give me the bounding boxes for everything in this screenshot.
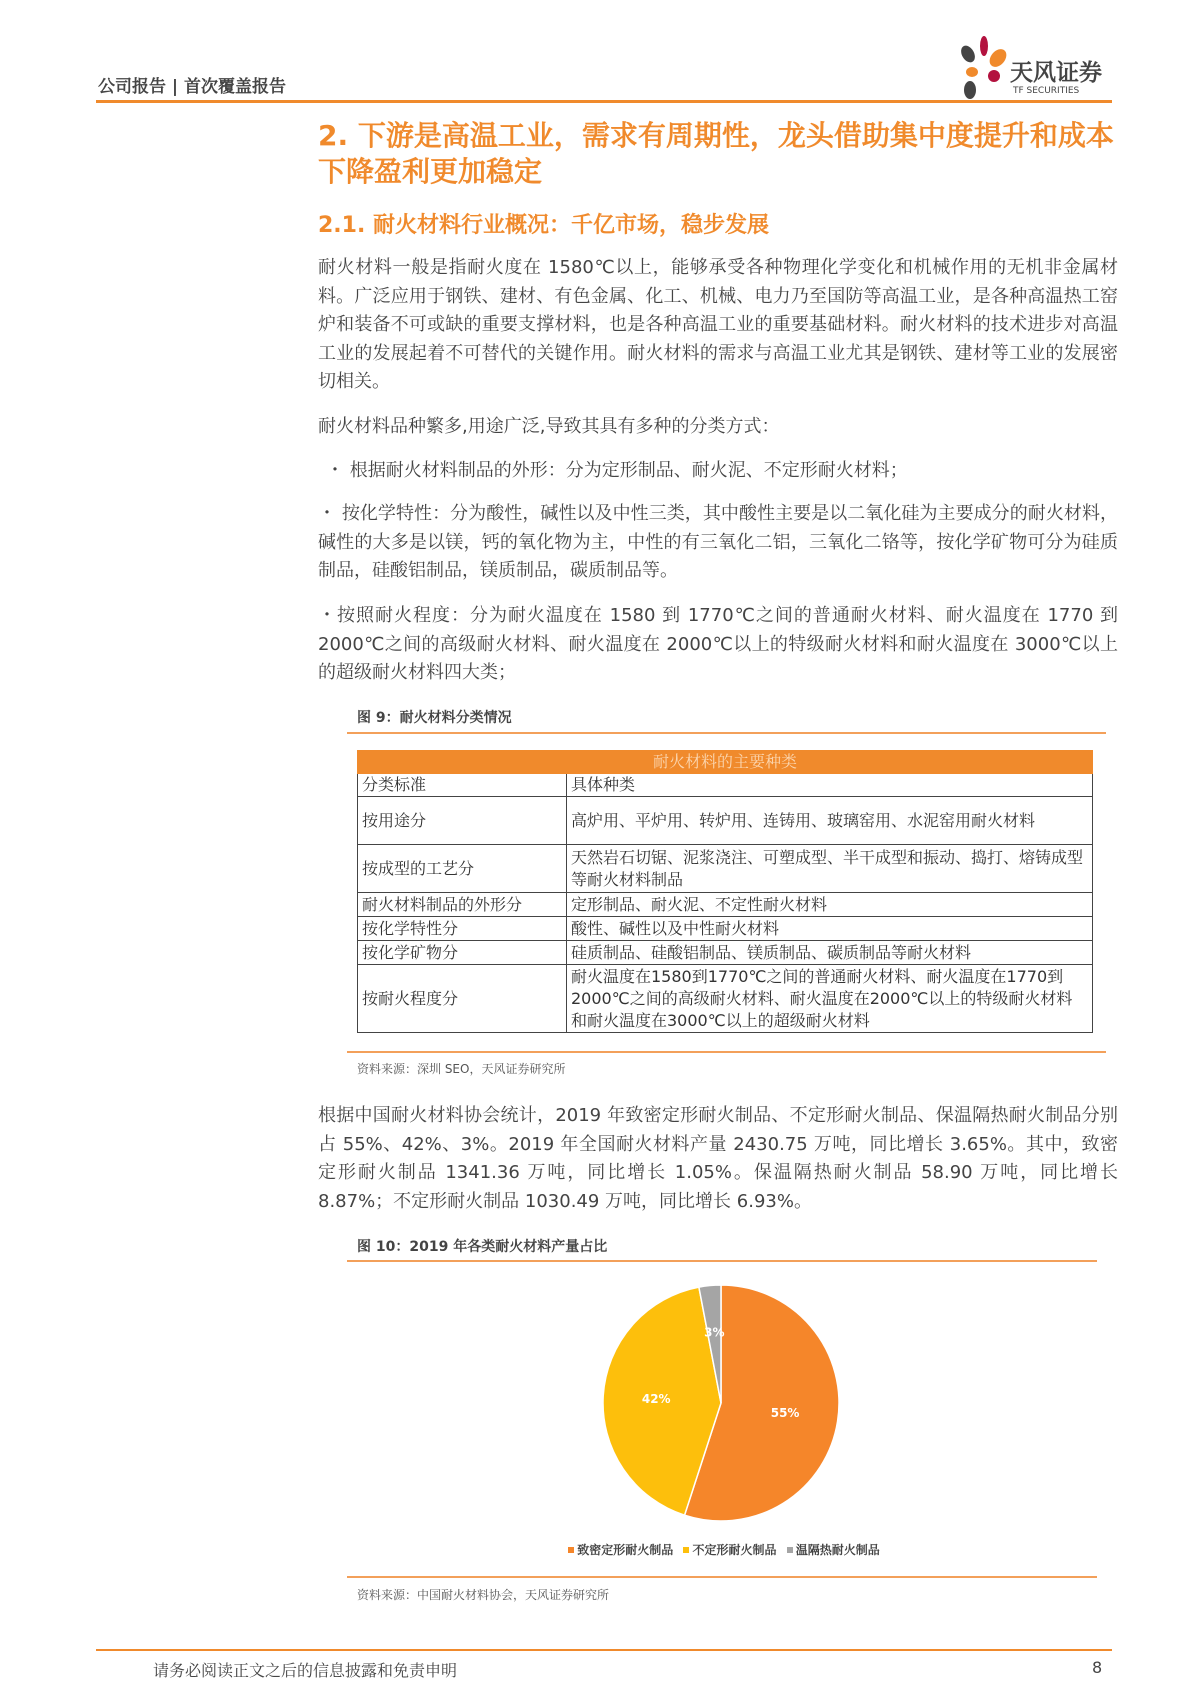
page-number: 8 <box>1092 1658 1103 1677</box>
legend-label: 不定形耐火制品 <box>692 1543 777 1557</box>
logo-subtext: TF SECURITIES <box>1013 86 1080 96</box>
footer-divider <box>96 1649 1112 1651</box>
legend-label: 致密定形耐火制品 <box>577 1543 674 1557</box>
table-cell: 定形制品、耐火泥、不定性耐火材料 <box>567 893 1093 917</box>
table-cell: 按化学特性分 <box>358 917 567 941</box>
section-heading: 2. 下游是高温工业，需求有周期性，龙头借助集中度提升和成本下降盈利更加稳定 <box>318 119 1114 188</box>
figure-source: 资料来源：中国耐火材料协会，天风证券研究所 <box>357 1588 610 1602</box>
table-cell: 高炉用、平炉用、转炉用、连铸用、玻璃窑用、水泥窑用耐火材料 <box>567 797 1093 845</box>
bullet-item: ・ 根据耐火材料制品的外形：分为定形制品、耐火泥、不定形耐火材料； <box>326 460 908 481</box>
table-cell: 按化学矿物分 <box>358 941 567 965</box>
figure-divider <box>347 1260 1097 1262</box>
column-header: 具体种类 <box>567 774 1093 797</box>
pie-chart <box>581 1263 861 1543</box>
bullet-item: ・ 按化学特性：分为酸性，碱性以及中性三类，其中酸性主要是以二氧化硅为主要成分的耐火材料，碱性的大多是以镁，钙的氧化物为主，中性的有三氧化二铝，三氧化二铬等，按化学矿物可分为硅质制品，硅酸铝制品，镁质制品，碳质制品等。 <box>318 503 1118 581</box>
disclaimer: 请务必阅读正文之后的信息披露和免责申明 <box>153 1661 458 1680</box>
subsection-heading: 2.1. 耐火材料行业概况：千亿市场，稳步发展 <box>318 213 769 238</box>
figure-caption: 图 10：2019 年各类耐火材料产量占比 <box>357 1239 608 1255</box>
legend-swatch <box>568 1547 574 1553</box>
table-cell: 耐火材料制品的外形分 <box>358 893 567 917</box>
figure-divider <box>347 732 1106 734</box>
data-label: 3% <box>704 1325 725 1340</box>
legend-swatch <box>683 1547 689 1553</box>
table-cell: 酸性、碱性以及中性耐火材料 <box>567 917 1093 941</box>
legend-swatch <box>787 1547 793 1553</box>
table-cell: 天然岩石切锯、泥浆浇注、可塑成型、半干成型和振动、捣打、熔铸成型等耐火材料制品 <box>567 845 1093 893</box>
figure-caption: 图 9：耐火材料分类情况 <box>357 710 512 726</box>
header-divider <box>96 100 1112 103</box>
logo-text: 天风证券 <box>1010 60 1102 86</box>
table-cell: 按耐火程度分 <box>358 965 567 1033</box>
paragraph: 耐火材料一般是指耐火度在 1580℃以上，能够承受各种物理化学变化和机械作用的无机非金属材料。广泛应用于钢铁、建材、有色金属、化工、机械、电力乃至国防等高温工业，是各种高温热工窑炉和装备不可或缺的重要支撑材料，也是各种高温工业的重要基础材料。耐火材料的技术进步对高温工业的发展起着不可替代的关键作用。耐火材料的需求与高温工业尤其是钢铁、建材等工业的发展密切相关。 <box>318 257 1118 392</box>
table-cell: 按用途分 <box>358 797 567 845</box>
classification-table <box>357 750 1093 1033</box>
report-type: 公司报告 | 首次覆盖报告 <box>98 77 287 97</box>
chart-legend <box>0 1541 1200 1558</box>
bullet-item: ・按照耐火程度：分为耐火温度在 1580 到 1770℃之间的普通耐火材料、耐火温度在 1770 到 2000℃之间的高级耐火材料、耐火温度在 2000℃以上的特级耐火材料和耐火温度在 3000℃以上的超级耐火材料四大类； <box>318 605 1118 683</box>
table-cell: 耐火温度在1580到1770℃之间的普通耐火材料、耐火温度在1770到2000℃之间的高级耐火材料、耐火温度在2000℃以上的特级耐火材料和耐火温度在3000℃以上的超级耐火材料 <box>567 965 1093 1033</box>
table-cell: 按成型的工艺分 <box>358 845 567 893</box>
paragraph: 根据中国耐火材料协会统计，2019 年致密定形耐火制品、不定形耐火制品、保温隔热耐火制品分别占 55%、42%、3%。2019 年全国耐火材料产量 2430.75 万吨，同比增长 3.65%。其中，致密定形耐火制品 1341.36 万吨，同比增长 1.05%。保温隔热耐火制品 58.90 万吨，同比增长 8.87%；不定形耐火制品 1030.49 万吨，同比增长 6.93%。 <box>318 1105 1118 1212</box>
legend-label: 温隔热耐火制品 <box>795 1543 880 1557</box>
paragraph: 耐火材料品种繁多,用途广泛,导致其具有多种的分类方式： <box>318 416 780 437</box>
data-label: 55% <box>770 1406 800 1421</box>
table-cell: 硅质制品、硅酸铝制品、镁质制品、碳质制品等耐火材料 <box>567 941 1093 965</box>
column-header: 分类标准 <box>358 774 567 797</box>
figure-divider <box>347 1576 1097 1578</box>
figure-divider <box>347 1051 1106 1053</box>
table-title: 耐火材料的主要种类 <box>358 751 1093 774</box>
figure-source: 资料来源：深圳 SEO，天风证券研究所 <box>357 1062 566 1076</box>
data-label: 42% <box>641 1391 671 1406</box>
